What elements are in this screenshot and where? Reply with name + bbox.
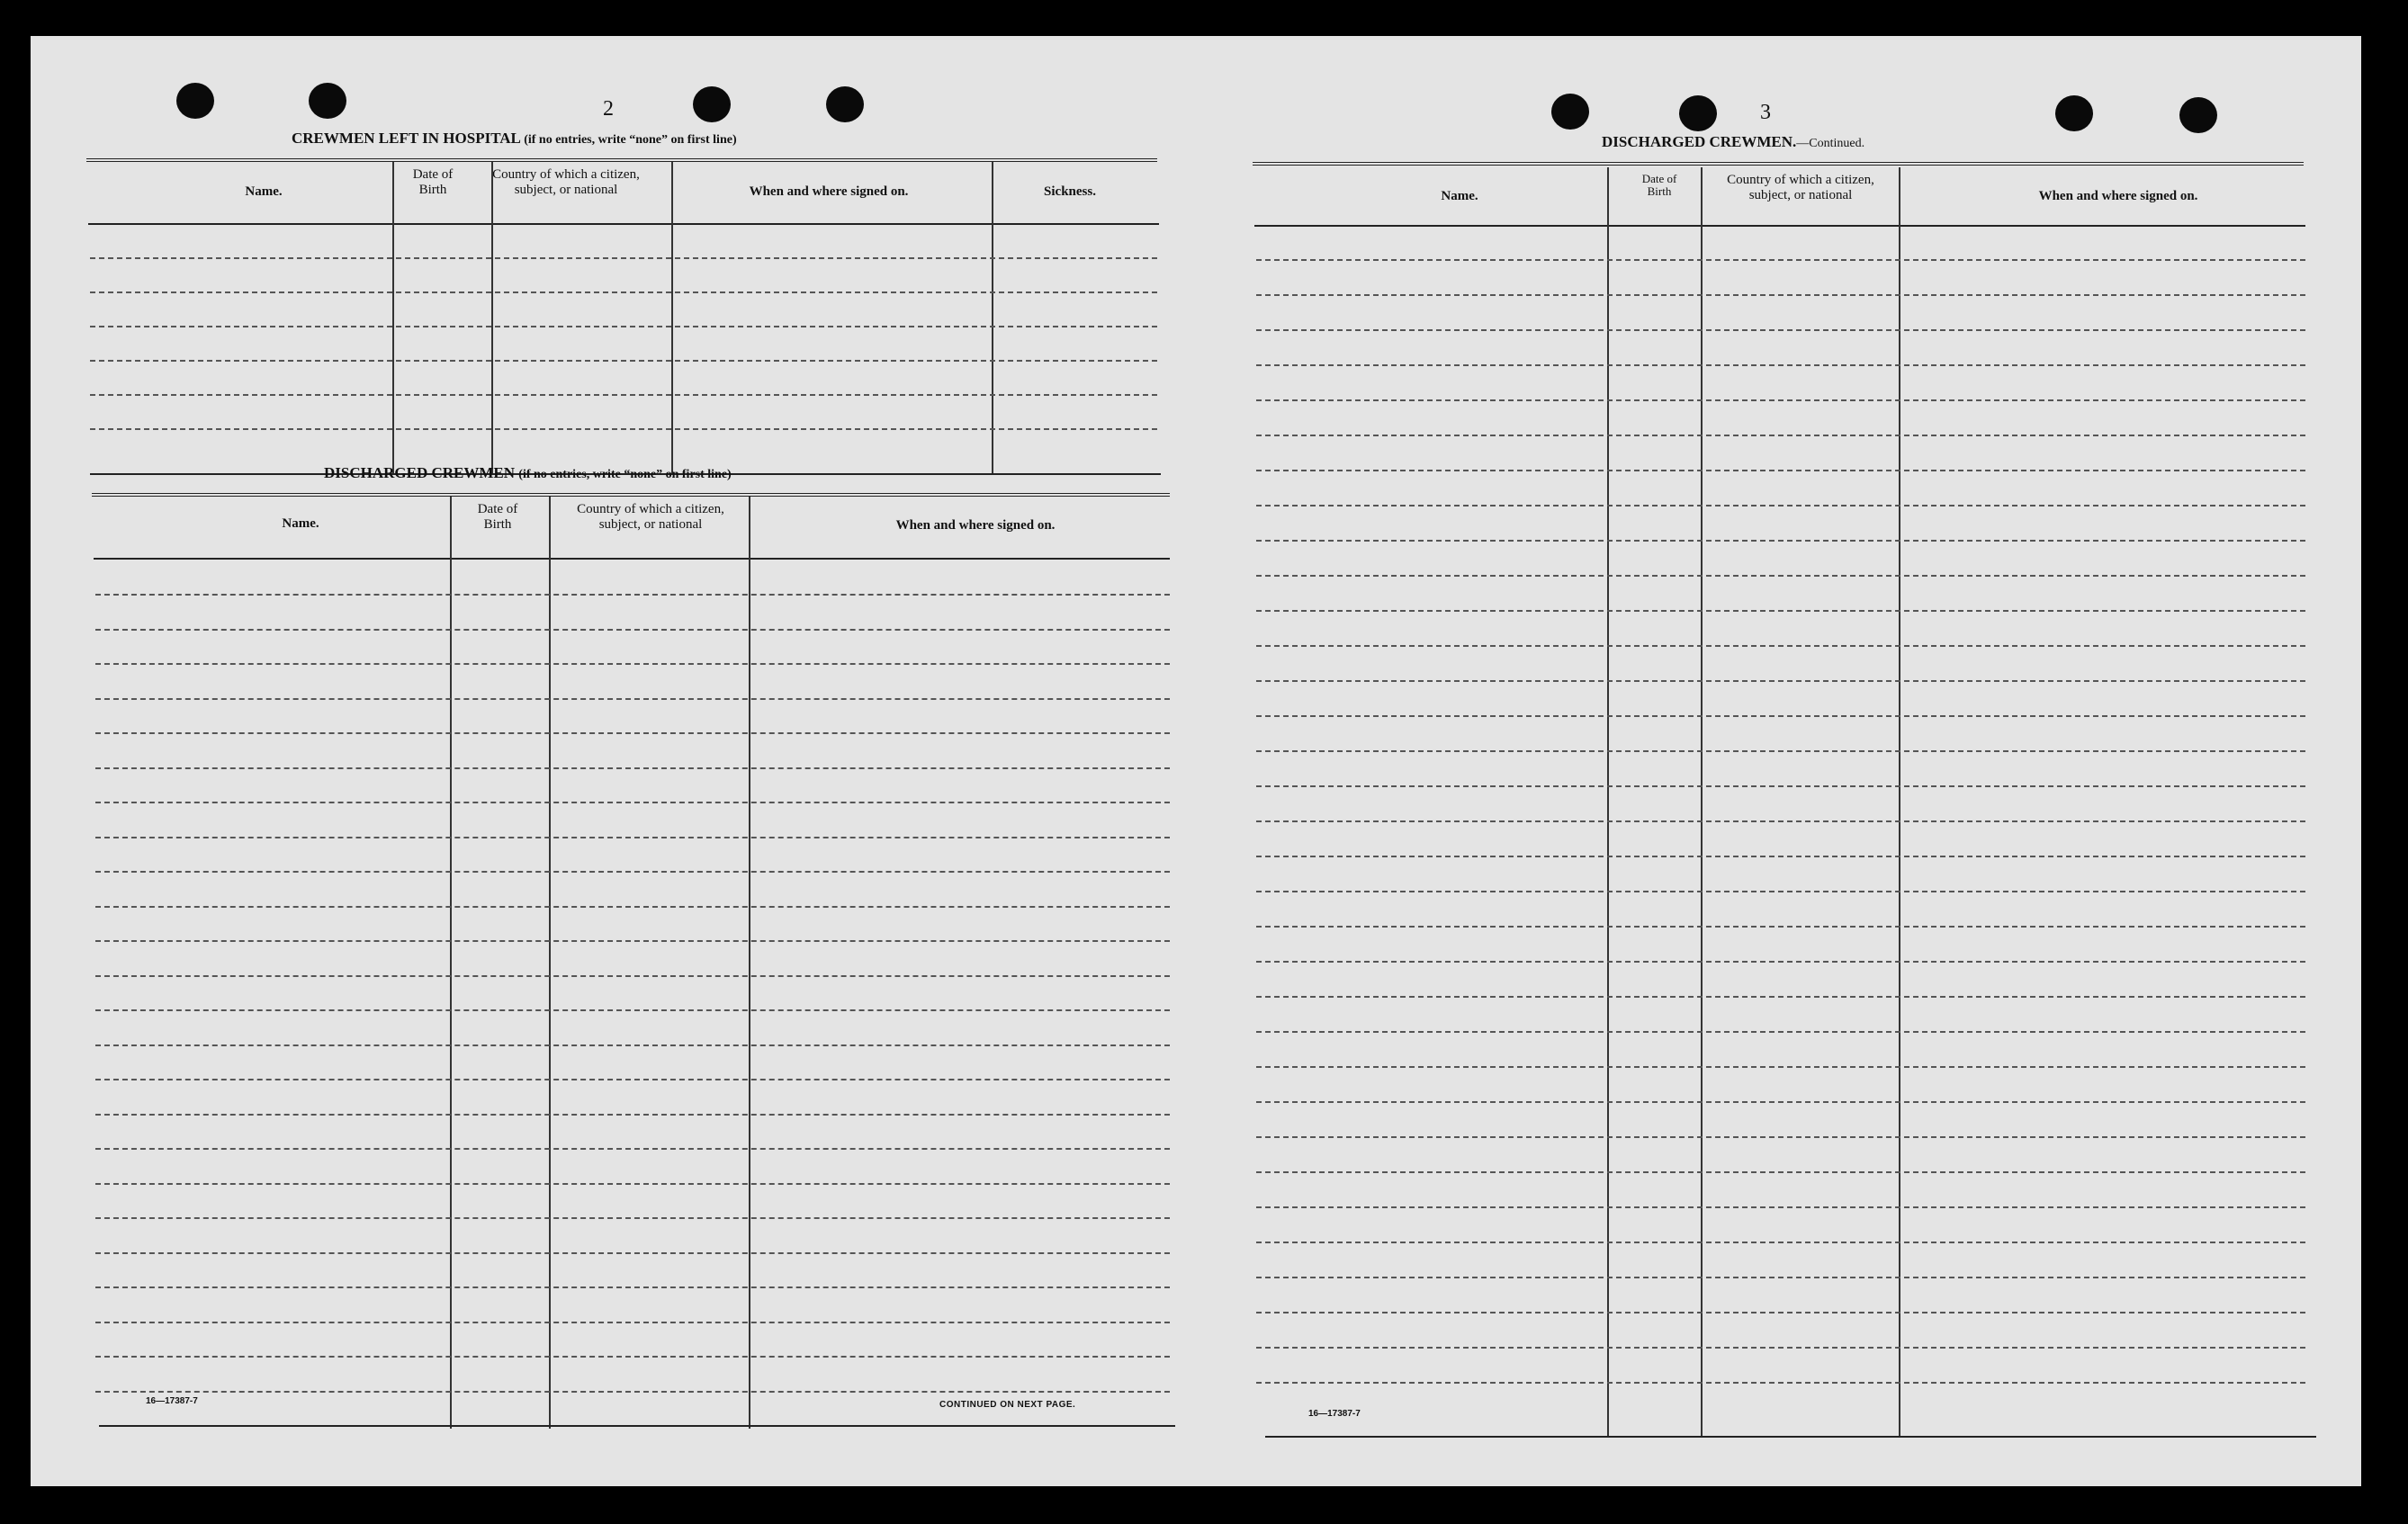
discharged-top-rule (92, 493, 1170, 497)
right-entry-line (1256, 610, 2305, 612)
hospital-col-divider (392, 162, 394, 473)
punch-hole (2179, 97, 2217, 133)
discharged-col-dob: Date of Birth (477, 502, 518, 532)
discharged-col-country: Country of which a citizen, subject, or national (577, 502, 724, 532)
right-entry-line (1256, 1382, 2305, 1384)
right-header-rule (1254, 225, 2305, 227)
right-entry-line (1256, 259, 2305, 261)
punch-hole (826, 86, 864, 122)
discharged-entry-line (95, 906, 1170, 908)
discharged-section-title: DISCHARGED CREWMEN (if no entries, write “none” on first line) (324, 464, 732, 481)
right-entry-line (1256, 1136, 2305, 1138)
hospital-col-divider (491, 162, 493, 473)
discharged-entry-line (95, 1356, 1170, 1358)
right-entry-line (1256, 926, 2305, 928)
discharged-entry-line (95, 1252, 1170, 1254)
right-entry-line (1256, 540, 2305, 542)
right-entry-line (1256, 785, 2305, 787)
right-entry-line (1256, 1171, 2305, 1173)
discharged-col-divider (749, 497, 750, 1429)
discharged-entry-line (95, 1148, 1170, 1150)
right-entry-line (1256, 1312, 2305, 1313)
right-entry-line (1256, 645, 2305, 647)
discharged-entry-line (95, 1009, 1170, 1011)
right-col-divider (1607, 167, 1609, 1438)
page-number-right: 3 (1760, 101, 1771, 124)
discharged-entry-line (95, 1286, 1170, 1288)
continued-note: CONTINUED ON NEXT PAGE. (939, 1400, 1076, 1410)
right-entry-line (1256, 1066, 2305, 1068)
hospital-entry-line (90, 257, 1157, 259)
hospital-entry-line (90, 360, 1157, 362)
discharged-col-divider (549, 497, 551, 1429)
discharged-entry-line (95, 629, 1170, 631)
right-entry-line (1256, 891, 2305, 892)
hospital-top-rule (86, 158, 1157, 162)
right-entry-line (1256, 961, 2305, 963)
discharged-entry-line (95, 802, 1170, 803)
right-entry-line (1256, 996, 2305, 998)
right-entry-line (1256, 1242, 2305, 1243)
discharged-col-signed: When and where signed on. (895, 518, 1056, 533)
form-number-left: 16—17387-7 (146, 1396, 198, 1406)
discharged-entry-line (95, 940, 1170, 942)
hospital-col-signed: When and where signed on. (749, 184, 909, 199)
right-entry-line (1256, 575, 2305, 577)
right-bottom-rule (1265, 1436, 2316, 1438)
right-top-rule (1253, 162, 2304, 166)
right-entry-line (1256, 750, 2305, 752)
hospital-col-dob: Date of Birth (412, 167, 454, 197)
right-entry-line (1256, 1206, 2305, 1208)
right-entry-line (1256, 1031, 2305, 1033)
discharged-entry-line (95, 975, 1170, 977)
right-col-divider (1701, 167, 1703, 1438)
right-entry-line (1256, 1277, 2305, 1278)
right-entry-line (1256, 435, 2305, 436)
hospital-entry-line (90, 326, 1157, 327)
right-col-country: Country of which a citizen, subject, or national (1727, 173, 1874, 202)
hospital-header-rule (88, 223, 1159, 225)
right-entry-line (1256, 294, 2305, 296)
right-entry-line (1256, 680, 2305, 682)
discharged-entry-line (95, 1183, 1170, 1185)
hospital-col-country: Country of which a citizen, subject, or national (492, 167, 640, 197)
discharged-entry-line (95, 767, 1170, 769)
right-entry-line (1256, 470, 2305, 471)
discharged-entry-line (95, 698, 1170, 700)
right-entry-line (1256, 505, 2305, 507)
form-number-right: 16—17387-7 (1308, 1409, 1361, 1419)
right-entry-line (1256, 715, 2305, 717)
discharged-entry-line (95, 871, 1170, 873)
discharged-header-rule (94, 558, 1170, 560)
punch-hole (2055, 95, 2093, 131)
hospital-entry-line (90, 291, 1157, 293)
discharged-entry-line (95, 1114, 1170, 1116)
right-entry-line (1256, 820, 2305, 822)
right-entry-line (1256, 329, 2305, 331)
punch-hole (1551, 94, 1589, 130)
document-sheet (31, 36, 2361, 1486)
discharged-continued-title: DISCHARGED CREWMEN.—Continued. (1602, 133, 1865, 150)
hospital-section-title: CREWMEN LEFT IN HOSPITAL (if no entries, write “none” on first line) (292, 130, 737, 147)
right-entry-line (1256, 1101, 2305, 1103)
right-col-divider (1899, 167, 1900, 1438)
right-col-dob: Date of Birth (1641, 172, 1677, 198)
discharged-col-name: Name. (282, 516, 319, 531)
discharged-entry-line (95, 1217, 1170, 1219)
hospital-entry-line (90, 394, 1157, 396)
discharged-entry-line (95, 1391, 1170, 1393)
hospital-col-divider (992, 162, 993, 473)
discharged-entry-line (95, 837, 1170, 838)
discharged-entry-line (95, 732, 1170, 734)
right-entry-line (1256, 1347, 2305, 1349)
punch-hole (176, 83, 214, 119)
discharged-entry-line (95, 1044, 1170, 1046)
punch-hole (693, 86, 731, 122)
punch-hole (1679, 95, 1717, 131)
hospital-col-divider (671, 162, 673, 473)
page-number-left: 2 (603, 97, 614, 121)
right-entry-line (1256, 399, 2305, 401)
right-col-signed: When and where signed on. (2038, 189, 2198, 203)
discharged-entry-line (95, 663, 1170, 665)
discharged-entry-line (95, 594, 1170, 596)
right-entry-line (1256, 364, 2305, 366)
punch-hole (309, 83, 346, 119)
discharged-entry-line (95, 1079, 1170, 1080)
right-entry-line (1256, 856, 2305, 857)
hospital-entry-line (90, 428, 1157, 430)
discharged-col-divider (450, 497, 452, 1429)
discharged-bottom-rule (99, 1425, 1175, 1427)
hospital-col-sickness: Sickness. (1044, 184, 1096, 199)
discharged-entry-line (95, 1322, 1170, 1323)
right-col-name: Name. (1441, 189, 1478, 203)
hospital-col-name: Name. (245, 184, 283, 199)
